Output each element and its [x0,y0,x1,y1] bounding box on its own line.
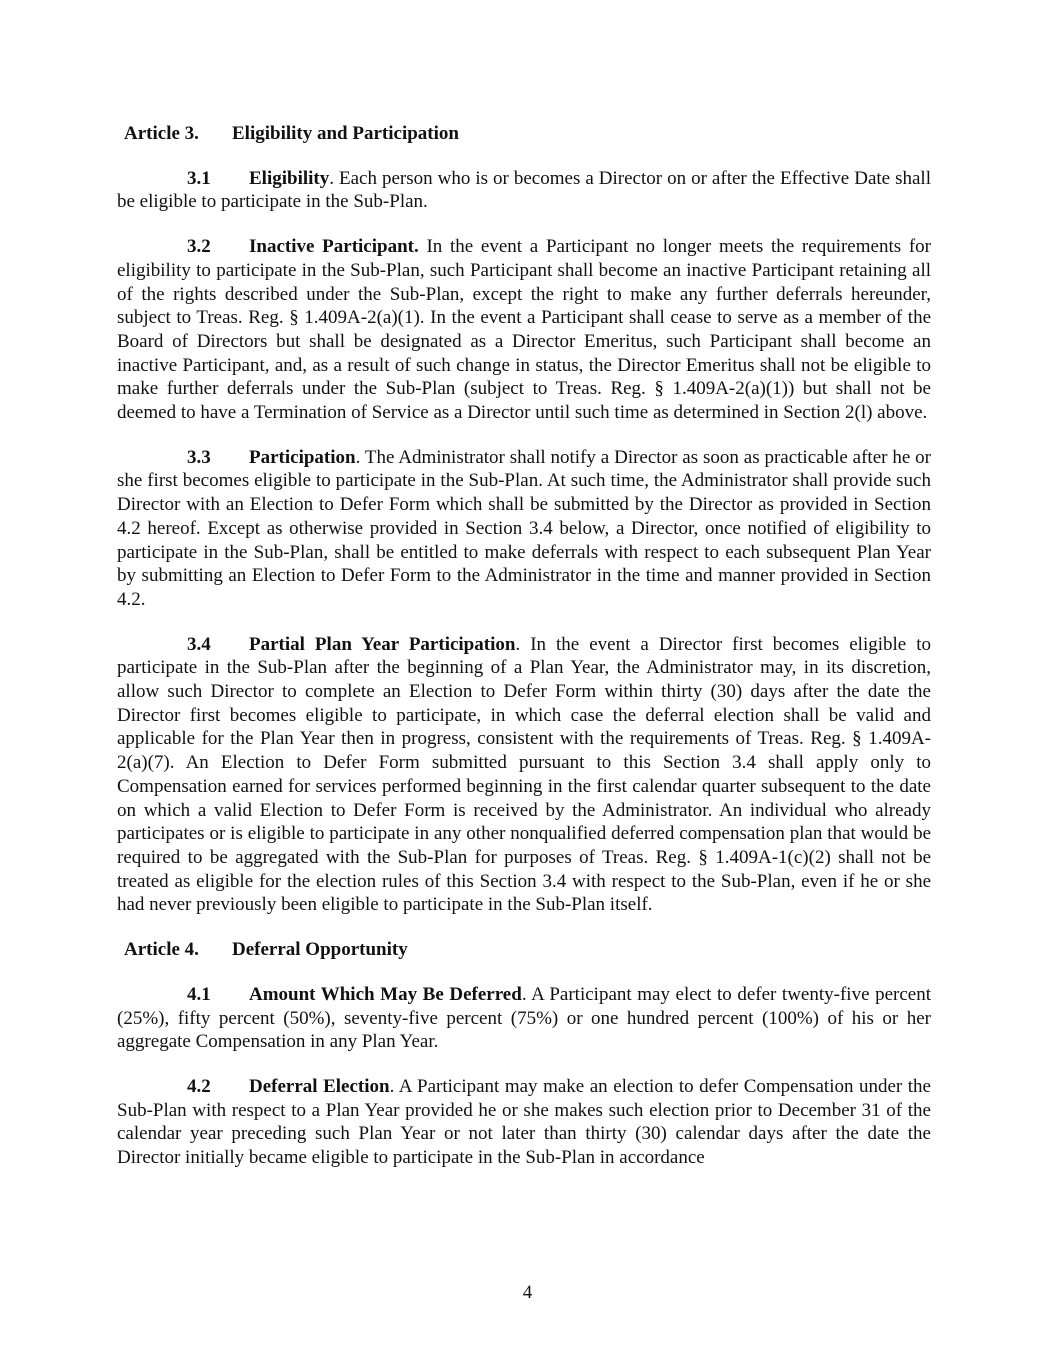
document-page [117,122,931,1191]
section-3-1-title: Eligibility [249,167,330,189]
section-3-4-text: . In the event a Director first becomes eligible to participate in the Sub-Plan after the beginning of a Plan Year, the Administrator may, in its discretion, allow such Director to complete an Election to Defer Form within thirty (30) days after the date the Director first becomes eligible to participate, in which case the deferral election shall be valid and applicable for the Plan Year then in progress, consistent with the requirements of Treas. Reg. § 1.409A-2(a)(7). An Election to Defer Form submitted pursuant to this Section 3.4 shall apply only to Compensation earned for services performed beginning in the first calendar quarter subsequent to the date on which a valid Election to Defer Form is received by the Administrator. An individual who already participates or is eligible to participate in any other nonqualified deferred compensation plan that would be required to be aggregated with the Sub-Plan for purposes of Treas. Reg. § 1.409A-1(c)(2) shall not be treated as eligible for the election rules of this Section 3.4 with respect to the Sub-Plan, even if he or she had never previously been eligible to participate in the Sub-Plan itself. [117,633,932,916]
section-3-3-text: . The Administrator shall notify a Director as soon as practicable after he or she first becomes eligible to participate in the Sub-Plan. At such time, the Administrator shall provide such Director with an Election to Defer Form which shall be submitted by the Director as provided in Section 4.2 hereof. Except as otherwise provided in Section 3.4 below, a Director, once notified of eligibility to participate in the Sub-Plan, shall be entitled to make deferrals with respect to each subsequent Plan Year by submitting an Election to Defer Form to the Administrator in the time and manner provided in Section 4.2. [117,446,931,610]
section-4-2-text: . A Participant may make an election to defer Compensation under the Sub-Plan with respect to a Plan Year provided he or she makes such election prior to December 31 of the calendar year preceding such Plan Year or not later than thirty (30) calendar days after the date the Director initially became eligible to participate in the Sub-Plan in accordance [117,1075,931,1169]
section-3-2-text: In the event a Participant no longer meets the requirements for eligibility to participate in the Sub-Plan, such Participant shall become an inactive Participant retaining all of the rights described under the Sub-Plan, except the right to make any further deferrals hereunder, subject to Treas. Reg. § 1.409A-2(a)(1). In the event a Participant shall cease to serve as a member of the Board of Directors but shall be designated as a Director Emeritus, such Participant shall become an inactive Participant, and, as a result of such change in status, the Director Emeritus shall not be eligible to make further deferrals under the Sub-Plan (subject to Treas. Reg. § 1.409A-2(a)(1)) but shall not be deemed to have a Termination of Service as a Director until such time as determined in Section 2(l) above. [117,236,931,424]
section-3-4 [117,633,931,917]
section-3-1-number: 3.1 [187,167,211,189]
section-3-1-text: . Each person who is or becomes a Director on or after the Effective Date shall be eligible to participate in the Sub-Plan. [117,167,931,213]
section-3-2 [117,235,931,425]
section-3-4-number: 3.4 [187,633,211,655]
section-3-2-number: 3.2 [187,236,211,258]
page-number: 4 [522,1282,533,1303]
article-4-heading [124,938,931,962]
section-3-2-title: Inactive Participant. [249,236,419,258]
article-3-number: Article 3. [124,123,199,144]
article-3-heading [124,122,931,146]
section-4-2 [117,1075,931,1170]
section-4-1 [117,983,931,1054]
section-4-2-title: Deferral Election [249,1075,390,1097]
section-4-2-number: 4.2 [187,1075,211,1097]
section-3-3-number: 3.3 [187,446,211,468]
section-3-4-title: Partial Plan Year Participation [249,633,516,655]
section-3-3-title: Participation [249,446,356,468]
article-4-title: Deferral Opportunity [232,939,408,961]
section-3-1 [117,167,931,214]
section-4-1-number: 4.1 [187,983,211,1005]
section-4-1-title: Amount Which May Be Deferred [249,983,522,1005]
article-3-title: Eligibility and Participation [232,123,459,144]
section-4-1-text: . A Participant may elect to defer twenty-five percent (25%), fifty percent (50%), seventy-five percent (75%) or one hundred percent (100%) of his or her aggregate Compensation in any Plan Year. [117,983,931,1053]
section-3-3 [117,446,931,612]
article-4-number: Article 4. [124,939,199,961]
